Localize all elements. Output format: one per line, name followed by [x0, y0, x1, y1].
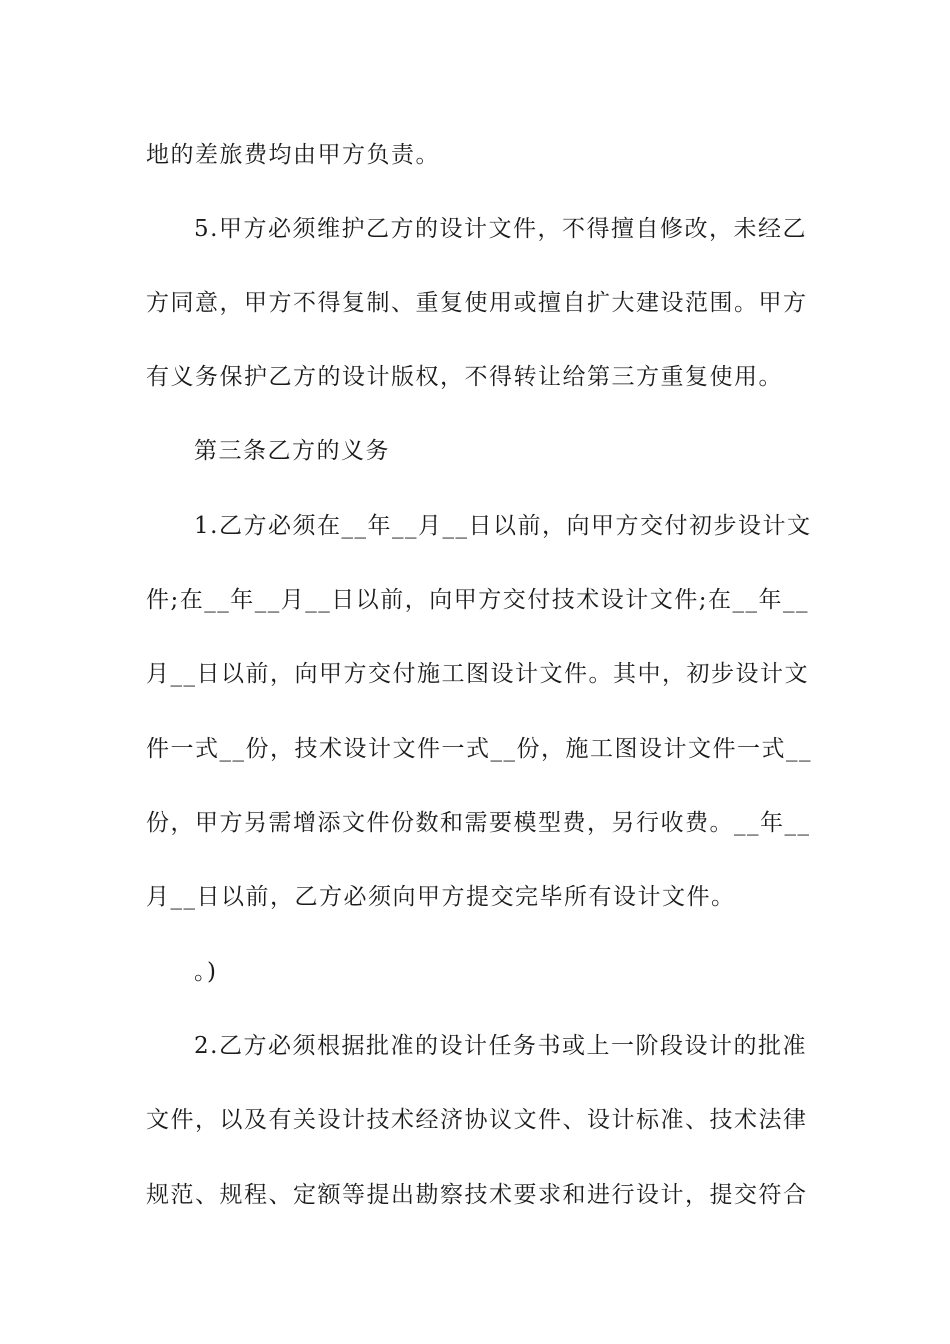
- clause-5-line-3: 有义务保护乙方的设计版权，不得转让给第三方重复使用。: [146, 364, 783, 390]
- clause-1-line-4: 件一式__份，技术设计文件一式__份，施工图设计文件一式__: [146, 736, 812, 762]
- clause-2-line-3: 规范、规程、定额等提出勘察技术要求和进行设计，提交符合: [146, 1182, 808, 1208]
- clause-5-line-2: 方同意，甲方不得复制、重复使用或擅自扩大建设范围。甲方: [146, 290, 808, 316]
- section-heading-article-3: 第三条乙方的义务: [194, 438, 390, 464]
- clause-1-line-3: 月__日以前，向甲方交付施工图设计文件。其中，初步设计文: [146, 661, 809, 687]
- clause-1-line-5: 份，甲方另需增添文件份数和需要模型费，另行收费。__年__: [146, 810, 811, 836]
- clause-5-line-1: 5.甲方必须维护乙方的设计文件，不得擅自修改，未经乙: [194, 216, 807, 242]
- clause-1-line-2: 件;在__年__月__日以前，向甲方交付技术设计文件;在__年__: [146, 587, 809, 613]
- clause-1-line-6: 月__日以前，乙方必须向甲方提交完毕所有设计文件。: [146, 884, 736, 910]
- clause-2-line-1: 2.乙方必须根据批准的设计任务书或上一阶段设计的批准: [194, 1033, 807, 1059]
- clause-1-line-1: 1.乙方必须在__年__月__日以前，向甲方交付初步设计文: [194, 513, 812, 539]
- text-line-1: 地的差旅费均由甲方负责。: [146, 142, 440, 168]
- fragment-line: 。): [194, 959, 218, 985]
- clause-2-line-2: 文件，以及有关设计技术经济协议文件、设计标准、技术法律: [146, 1107, 808, 1133]
